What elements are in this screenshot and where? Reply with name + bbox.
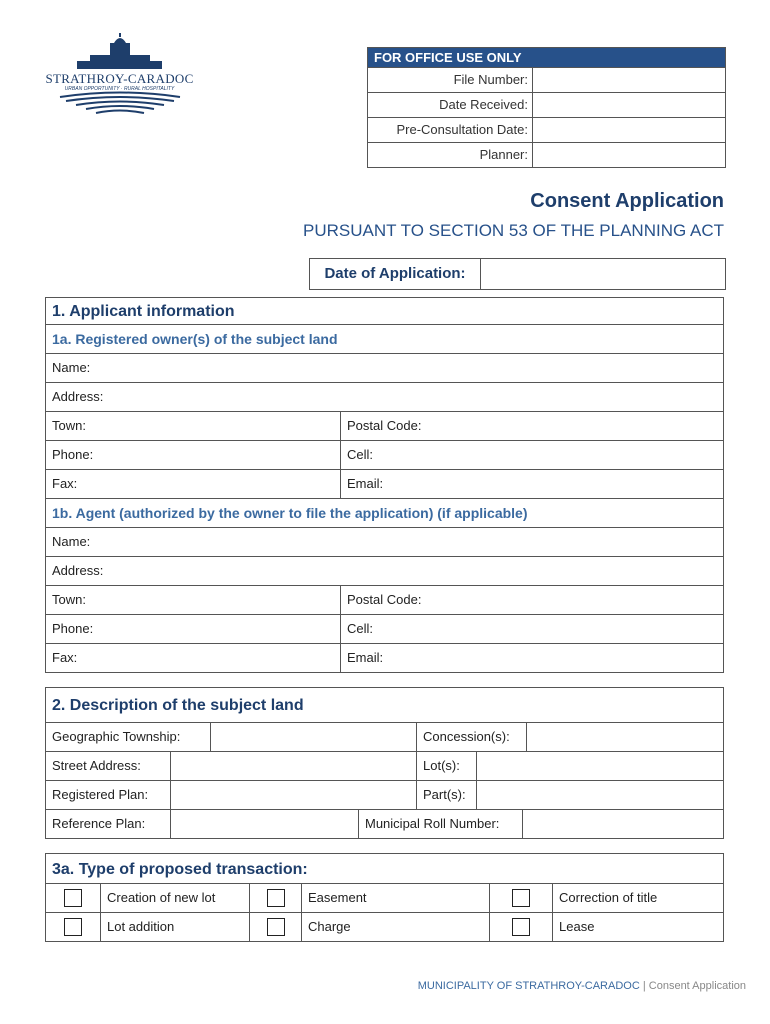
section-1-title: 1. Applicant information: [52, 303, 235, 320]
planner-field[interactable]: [533, 143, 725, 167]
file-number-label: File Number:: [368, 68, 533, 92]
date-received-label: Date Received:: [368, 93, 533, 117]
lot-addition-label: Lot addition: [100, 913, 249, 941]
lease-checkbox[interactable]: [489, 913, 552, 941]
owner-address-field[interactable]: [46, 383, 723, 411]
lot-addition-checkbox[interactable]: [46, 913, 100, 941]
creation-of-new-lot-label: Creation of new lot: [100, 884, 249, 912]
agent-email-label: Email:: [347, 650, 384, 665]
owner-fax-label: Fax:: [52, 476, 78, 491]
reference-plan-label: Reference Plan:: [52, 816, 146, 831]
page-subtitle: PURSUANT TO SECTION 53 OF THE PLANNING ACT: [303, 221, 724, 240]
easement-checkbox[interactable]: [249, 884, 301, 912]
concession-field[interactable]: [526, 723, 723, 751]
pre-consultation-date-label: Pre-Consultation Date:: [368, 118, 533, 142]
owner-subheading: 1a. Registered owner(s) of the subject land: [52, 331, 338, 347]
agent-cell-field[interactable]: [340, 615, 723, 643]
section-3a-title: 3a. Type of proposed transaction:: [52, 861, 308, 878]
agent-postal-code-field[interactable]: [340, 586, 723, 614]
pre-consultation-date-field[interactable]: [533, 118, 725, 142]
registered-plan-label: Registered Plan:: [52, 787, 149, 802]
owner-postal-code-label: Postal Code:: [347, 418, 422, 433]
concession-label: Concession(s):: [416, 723, 526, 751]
parts-field[interactable]: [476, 781, 723, 809]
municipal-logo: [42, 33, 197, 118]
owner-email-field[interactable]: [340, 470, 723, 498]
date-of-application-field[interactable]: [481, 259, 725, 289]
owner-email-label: Email:: [347, 476, 384, 491]
street-address-field[interactable]: [170, 752, 416, 780]
creation-of-new-lot-checkbox[interactable]: [46, 884, 100, 912]
agent-phone-field[interactable]: [46, 615, 340, 643]
office-use-table: [367, 47, 726, 168]
owner-postal-code-field[interactable]: [340, 412, 723, 440]
file-number-field[interactable]: [533, 68, 725, 92]
charge-checkbox[interactable]: [249, 913, 301, 941]
planner-label: Planner:: [368, 143, 533, 167]
section-applicant-information: [45, 297, 724, 673]
section-transaction-type: [45, 853, 724, 942]
township-label: Geographic Township:: [52, 729, 181, 744]
street-address-label: Street Address:: [52, 758, 141, 773]
agent-fax-field[interactable]: [46, 644, 340, 672]
owner-town-field[interactable]: [46, 412, 340, 440]
township-field[interactable]: [210, 723, 416, 751]
page-title: Consent Application: [530, 190, 724, 212]
page-footer: [418, 980, 746, 992]
reference-plan-field[interactable]: [170, 810, 358, 838]
owner-address-label: Address:: [52, 389, 104, 404]
owner-cell-field[interactable]: [340, 441, 723, 469]
logo-tagline: URBAN OPPORTUNITY · RURAL HOSPITALITY: [64, 86, 175, 92]
correction-of-title-label: Correction of title: [552, 884, 723, 912]
correction-of-title-checkbox[interactable]: [489, 884, 552, 912]
section-2-title: 2. Description of the subject land: [52, 697, 304, 714]
lots-field[interactable]: [476, 752, 723, 780]
logo-name: STRATHROY-CARADOC: [45, 71, 194, 86]
date-of-application-label: Date of Application:: [310, 259, 481, 289]
agent-subheading: 1b. Agent (authorized by the owner to file the application) (if applicable): [52, 505, 528, 521]
agent-cell-label: Cell:: [347, 621, 374, 636]
agent-address-label: Address:: [52, 563, 104, 578]
parts-label: Part(s):: [416, 781, 476, 809]
date-received-field[interactable]: [533, 93, 725, 117]
agent-town-field[interactable]: [46, 586, 340, 614]
roll-number-label: Municipal Roll Number:: [358, 810, 522, 838]
agent-town-label: Town:: [52, 592, 86, 607]
easement-label: Easement: [301, 884, 489, 912]
agent-postal-code-label: Postal Code:: [347, 592, 422, 607]
agent-phone-label: Phone:: [52, 621, 94, 636]
footer-organization: MUNICIPALITY OF STRATHROY-CARADOC: [417, 980, 640, 992]
registered-plan-field[interactable]: [170, 781, 416, 809]
footer-separator: |: [639, 980, 649, 992]
date-of-application-row: [309, 258, 726, 290]
charge-label: Charge: [301, 913, 489, 941]
footer-document-name: Consent Application: [648, 980, 746, 992]
agent-name-field[interactable]: [46, 528, 723, 556]
agent-email-field[interactable]: [340, 644, 723, 672]
owner-phone-field[interactable]: [46, 441, 340, 469]
office-use-header: FOR OFFICE USE ONLY: [368, 48, 725, 67]
owner-name-label: Name:: [52, 360, 91, 375]
section-subject-land: [45, 687, 724, 839]
owner-town-label: Town:: [52, 418, 86, 433]
agent-fax-label: Fax:: [52, 650, 78, 665]
owner-name-field[interactable]: [46, 354, 723, 382]
agent-address-field[interactable]: [46, 557, 723, 585]
lots-label: Lot(s):: [416, 752, 476, 780]
owner-fax-field[interactable]: [46, 470, 340, 498]
roll-number-field[interactable]: [522, 810, 723, 838]
owner-cell-label: Cell:: [347, 447, 374, 462]
lease-label: Lease: [552, 913, 723, 941]
agent-name-label: Name:: [52, 534, 91, 549]
owner-phone-label: Phone:: [52, 447, 94, 462]
